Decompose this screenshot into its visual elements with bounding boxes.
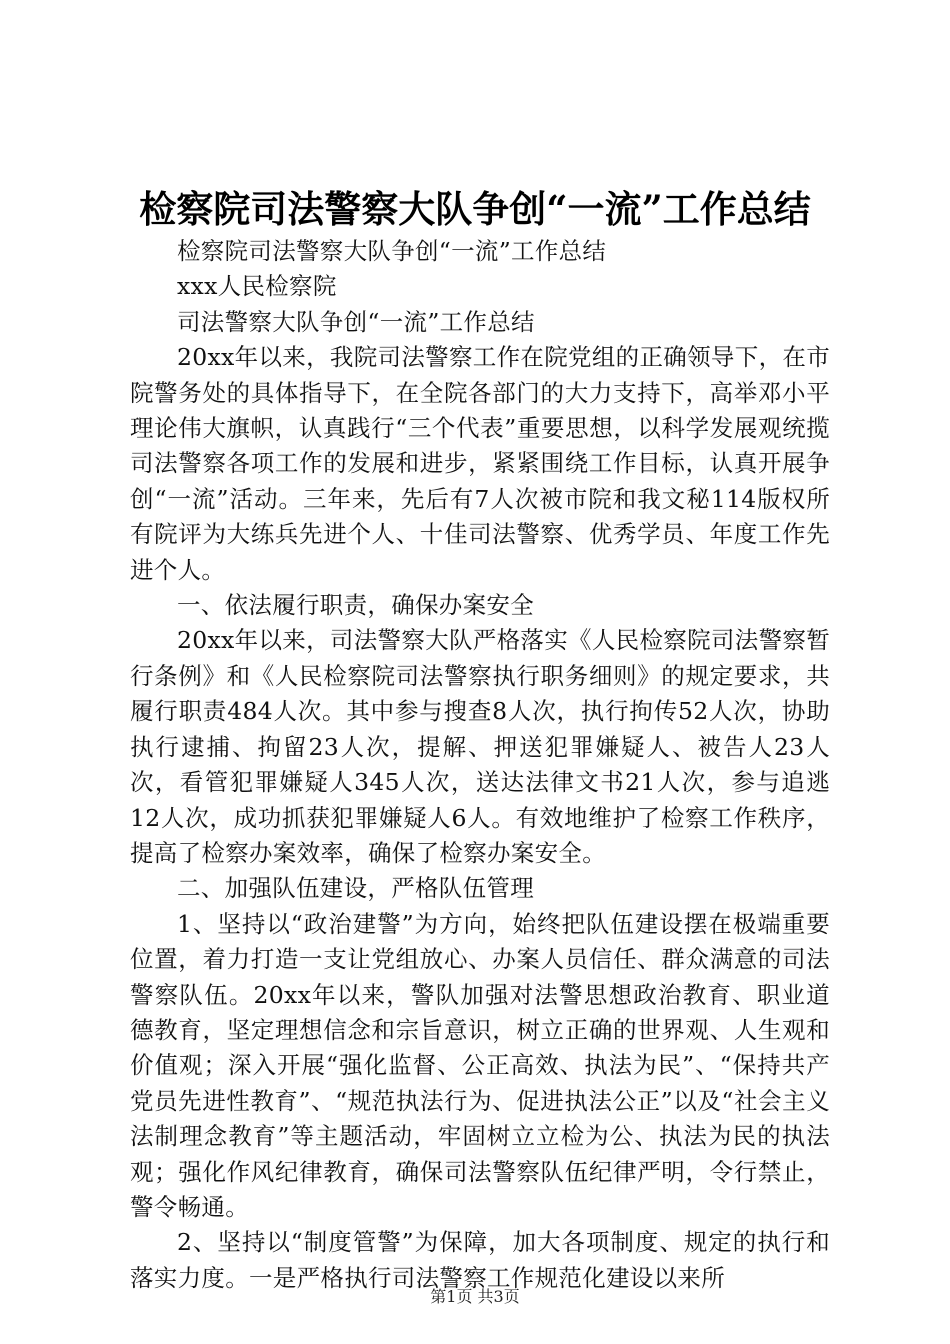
- paragraph-organization: xxx人民检察院: [177, 272, 337, 301]
- paragraph-section-one: 20xx年以来，司法警察大队严格落实《人民检察院司法警察暂行条例》和《人民检察院司法警察执行职务细则》的规定要求，共履行职责484人次。其中参与搜查8人次，执行拘传52人次，协助执行逮捕、拘留23人次，提解、押送犯罪嫌疑人、被告人23人次，看管犯罪嫌疑人345人次，送达法律文书21人次，参与追逃12人次，成功抓获犯罪嫌疑人6人。有效地维护了检察工作秩序，提高了检察办案效率，确保了检察办案安全。: [130, 626, 830, 867]
- paragraph-item-two: 2、坚持以“制度管警”为保障，加大各项制度、规定的执行和落实力度。一是严格执行司法警察工作规范化建设以来所: [130, 1228, 830, 1292]
- paragraph-section-heading: 司法警察大队争创“一流”工作总结: [177, 307, 535, 336]
- page-footer: 第1页 共3页: [430, 1287, 520, 1306]
- paragraph-subtitle: 检察院司法警察大队争创“一流”工作总结: [177, 237, 607, 265]
- paragraph-item-one: 1、坚持以“政治建警”为方向，始终把队伍建设摆在极端重要位置，着力打造一支让党组放心、办案人员信任、群众满意的司法警察队伍。20xx年以来，警队加强对法警思想政治教育、职业道德教育，坚定理想信念和宗旨意识，树立正确的世界观、人生观和价值观；深入开展“强化监督、公正高效、执法为民”、“保持共产党员先进性教育”、“规范执法行为、促进执法公正”以及“社会主义法制理念教育”等主题活动，牢固树立立检为公、执法为民的执法观；强化作风纪律教育，确保司法警察队伍纪律严明，令行禁止，警令畅通。: [130, 909, 830, 1221]
- heading-section-one: 一、依法履行职责，确保办案安全: [177, 591, 534, 620]
- paragraph-intro: 20xx年以来，我院司法警察工作在院党组的正确领导下，在市院警务处的具体指导下，在全院各部门的大力支持下，高举邓小平理论伟大旗帜，认真践行“三个代表”重要思想，以科学发展观统揽司法警察各项工作的发展和进步，紧紧围绕工作目标，认真开展争创“一流”活动。三年来，先后有7人次被市院和我文秘114版权所有院评为大练兵先进个人、十佳司法警察、优秀学员、年度工作先进个人。: [130, 343, 830, 584]
- heading-section-two: 二、加强队伍建设，严格队伍管理: [177, 874, 534, 903]
- document-body: [130, 234, 830, 1296]
- document-title: 检察院司法警察大队争创“一流”工作总结: [139, 187, 811, 231]
